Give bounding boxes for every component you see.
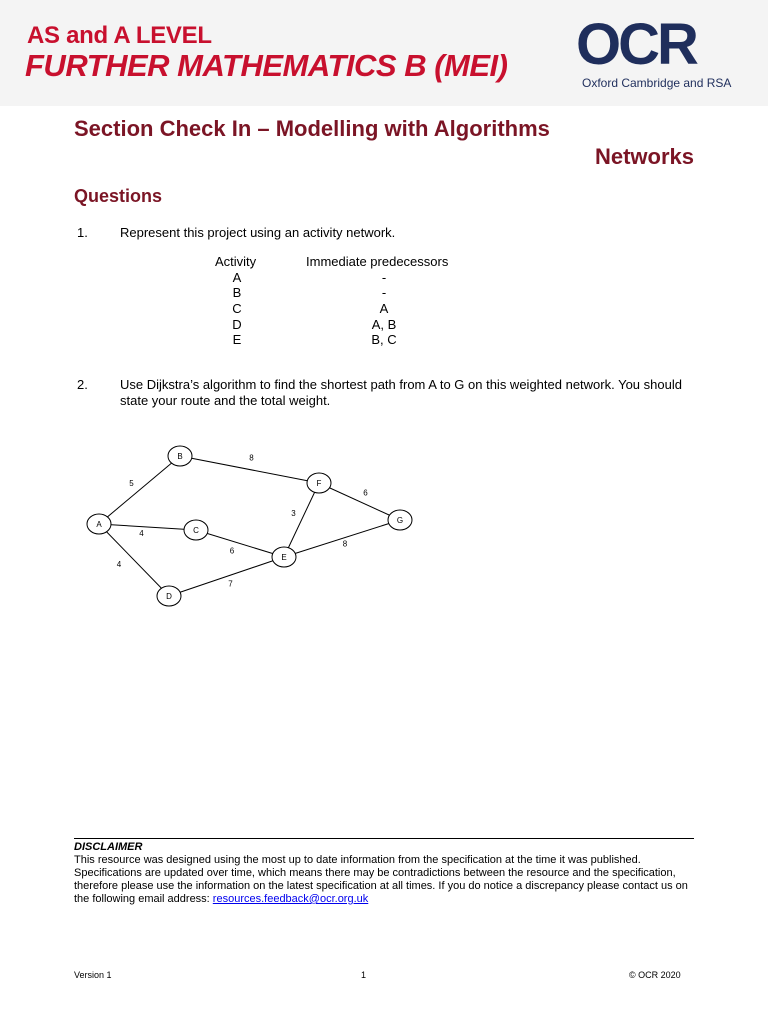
network-edge-A-D [99,524,169,596]
network-edge-A-B [99,456,180,524]
ocr-logo-subtitle: Oxford Cambridge and RSA [582,76,732,90]
table-cell-predecessors: - [381,285,387,300]
table-header-activity: Activity [215,254,257,269]
feedback-email-link[interactable]: resources.feedback@ocr.org.uk [212,893,369,905]
node-label: A [96,520,102,529]
question-2-text: Use Dijkstra’s algorithm to find the shortest path from A to G on this weighted network. You should state your route and the total weight. [120,377,682,408]
table-cell-activity: B [232,285,242,300]
network-edge-E-G [284,520,400,557]
network-edge-A-C [99,524,196,530]
network-edge-C-E [196,530,284,557]
section-subtitle: Networks [594,144,694,169]
table-cell-predecessors: B, C [371,332,397,347]
disclaimer-text [74,854,704,906]
qualification-level: AS and A LEVEL [27,22,212,49]
disclaimer-heading: DISCLAIMER [74,841,143,853]
question-2-number: 2. [77,377,88,392]
section-title: Section Check In – Modelling with Algorithms [74,116,550,141]
edge-weight-label: 6 [363,488,368,498]
edge-weight-label: 8 [342,539,348,549]
edge-weight-label: 6 [229,546,235,556]
table-cell-predecessors: A, B [371,317,397,332]
network-node-C [184,520,208,540]
edge-weight-label: 5 [129,479,134,488]
edge-weight-label: 8 [249,453,254,463]
question-1-number: 1. [77,225,88,240]
node-label: D [166,592,172,601]
edge-weight-label: 4 [116,560,122,569]
network-edge-E-F [284,483,319,557]
table-cell-activity: D [232,317,242,332]
network-node-G [388,510,412,530]
qualification-title: FURTHER MATHEMATICS B (MEI) [25,48,508,83]
table-cell-predecessors: A [379,301,389,316]
footer-copyright: © OCR 2020 [629,970,681,980]
ocr-logo: OCR [576,12,696,77]
edge-weight-label: 4 [139,529,144,538]
network-edge-D-E [169,557,284,596]
footer-version: Version 1 [74,970,112,980]
table-cell-activity: C [232,301,242,316]
table-cell-predecessors: - [381,270,387,285]
header-banner [0,0,768,106]
network-node-B [168,446,192,466]
question-1-text: Represent this project using an activity network. [120,225,396,240]
edge-weight-label: 7 [228,579,233,589]
node-label: B [177,452,183,461]
table-cell-activity: A [232,270,242,285]
network-node-D [157,586,181,606]
node-label: F [316,479,322,488]
footer-page-number: 1 [361,970,367,980]
network-node-F [307,473,331,493]
disclaimer-body: This resource was designed using the most up to date information from the specification at the time it was published. Specifications are updated over time, which means there may be contradictions between the resource and the specification, therefore please use the information on the latest specification at all times. If you do notice a discrepancy please contact us on the following email address: [74,854,688,905]
network-node-E [272,547,296,567]
network-node-A [87,514,111,534]
disclaimer-divider [74,838,694,839]
questions-heading: Questions [74,186,163,206]
node-label: G [396,516,404,525]
weighted-network-diagram [80,438,420,618]
node-label: E [281,553,287,562]
network-edge-F-G [319,483,400,520]
edge-weight-label: 3 [291,509,296,518]
node-label: C [193,526,199,535]
table-header-predecessors: Immediate predecessors [306,254,449,269]
table-cell-activity: E [232,332,242,347]
